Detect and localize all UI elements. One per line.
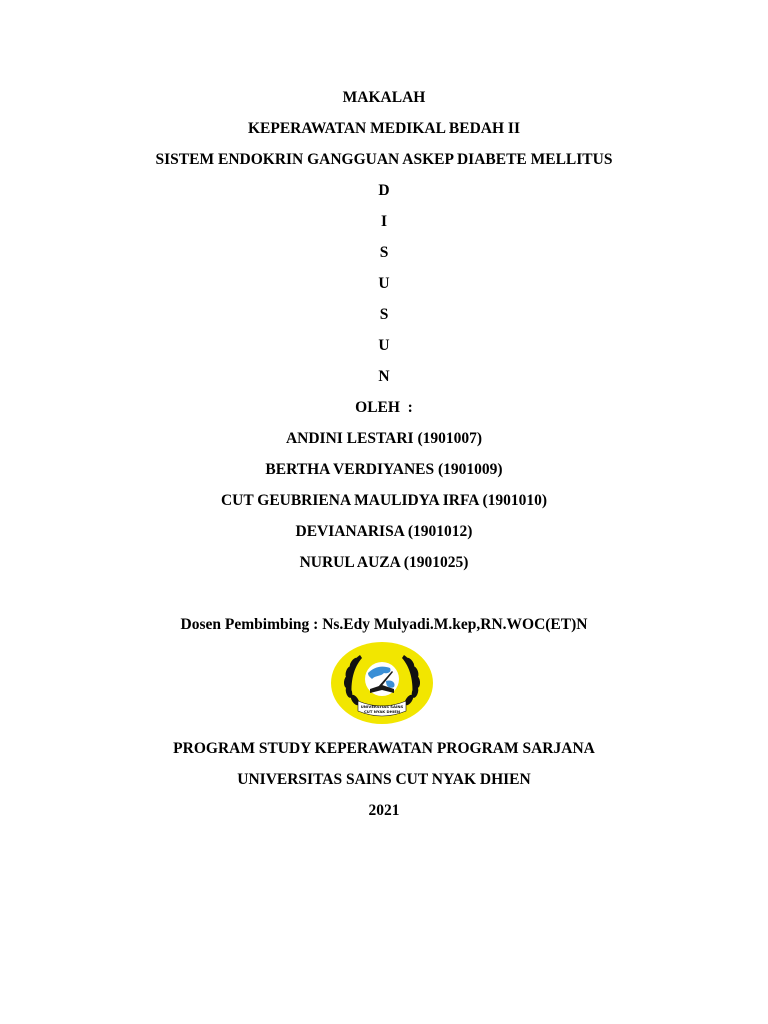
university-logo	[330, 641, 434, 725]
logo-text-1: UNIVERSITAS SAINS	[360, 704, 404, 709]
disusun-letter: S	[379, 306, 389, 323]
disusun-letter: U	[378, 275, 390, 292]
author-name: NURUL AUZA (1901025)	[299, 554, 469, 571]
author-name: DEVIANARISA (1901012)	[295, 523, 473, 540]
disusun-letter: S	[379, 244, 389, 261]
author-name: ANDINI LESTARI (1901007)	[285, 430, 483, 447]
disusun-letter: U	[378, 337, 390, 354]
course-title: KEPERAWATAN MEDIKAL BEDAH II	[247, 120, 520, 137]
document-type: MAKALAH	[342, 89, 426, 106]
author-name: CUT GEUBRIENA MAULIDYA IRFA (1901010)	[220, 492, 548, 509]
university-line: UNIVERSITAS SAINS CUT NYAK DHIEN	[237, 771, 531, 788]
topic-title: SISTEM ENDOKRIN GANGGUAN ASKEP DIABETE MELLITUS	[155, 151, 613, 168]
year-line: 2021	[368, 802, 400, 819]
supervisor-line: Dosen Pembimbing : Ns.Edy Mulyadi.M.kep,RN.WOC(ET)N	[180, 616, 588, 633]
program-line: PROGRAM STUDY KEPERAWATAN PROGRAM SARJANA	[173, 740, 595, 757]
author-name: BERTHA VERDIYANES (1901009)	[265, 461, 503, 478]
disusun-letter: N	[378, 368, 390, 385]
oleh-label: OLEH :	[355, 399, 413, 416]
disusun-letter: I	[380, 213, 388, 230]
logo-text-2: CUT NYAK DHIEN	[363, 709, 401, 714]
disusun-letter: D	[378, 182, 390, 199]
